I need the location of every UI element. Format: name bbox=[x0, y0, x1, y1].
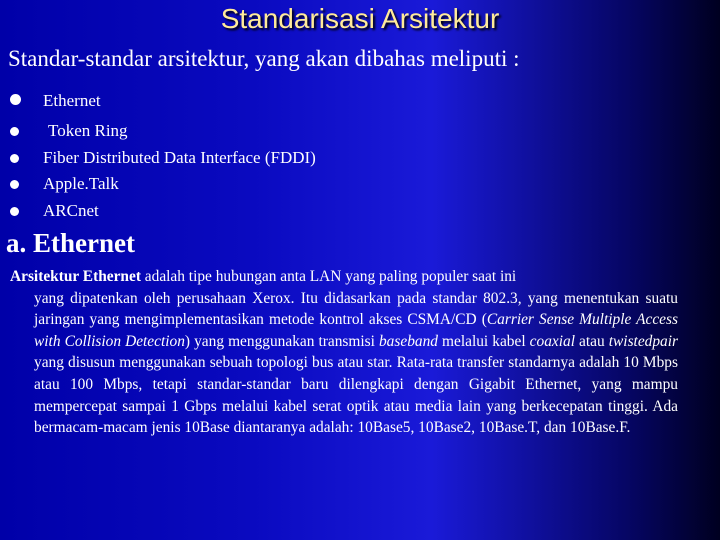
csma-definition: Carrier Sense Multiple Access with Collision Detection bbox=[34, 311, 678, 350]
paragraph-seg5: yang disusun menggunakan sebuah topologi bus atau star. Rata-rata transfer standarnya adalah 10 Mbps atau 100 Mbps, tetapi standar-standar baru dilengkapi dengan Gigabit Ethernet, yang mampu mempercepat sampai 1 Gbps melalui kabel serat optik atau media lain yang berkecepatan tinggi. Ada bermacam-macam jenis 10Base diantaranya adalah: 10Base5, 10Base2, 10Base.T, dan 10Base.F. bbox=[34, 354, 678, 437]
bullet-dot-icon bbox=[10, 180, 19, 189]
paragraph-first-line bbox=[10, 266, 678, 288]
baseband-term: baseband bbox=[378, 332, 438, 350]
paragraph-seg4: atau bbox=[574, 332, 609, 350]
bullet-dot-icon bbox=[10, 154, 19, 163]
twistedpair-term: twistedpair bbox=[608, 332, 679, 350]
bullet-dot-icon bbox=[10, 94, 21, 105]
paragraph-line1-rest: adalah tipe hubungan anta LAN yang paling populer saat ini bbox=[140, 268, 517, 285]
coaxial-term: coaxial bbox=[529, 332, 575, 350]
paragraph-seg1: yang dipatenkan oleh perusahaan Xerox. Itu didasarkan pada standar 802.3, yang menentukan suatu jaringan yang mengimplementasikan metode kontrol akses CSMA/CD ( bbox=[34, 289, 678, 329]
section-heading: a. Ethernet bbox=[6, 228, 135, 258]
paragraph-seg3: melalui kabel bbox=[437, 332, 530, 350]
list-item-label: Ethernet bbox=[43, 91, 101, 110]
list-item-label: Token Ring bbox=[48, 121, 128, 140]
bullet-dot-icon bbox=[10, 207, 19, 216]
list-item-label: Fiber Distributed Data Interface (FDDI) bbox=[43, 147, 316, 167]
list-item-label: ARCnet bbox=[43, 200, 99, 220]
bullet-dot-icon bbox=[10, 127, 19, 136]
paragraph-body bbox=[10, 288, 678, 439]
intro-text: Standar-standar arsitektur, yang akan dibahas meliputi : bbox=[8, 46, 520, 71]
slide-title: Standarisasi Arsitektur bbox=[220, 3, 500, 34]
list-item-label: Apple.Talk bbox=[43, 174, 119, 193]
paragraph-lead-bold: Arsitektur Ethernet bbox=[10, 268, 141, 285]
ethernet-paragraph bbox=[10, 266, 678, 439]
paragraph-seg2: ) yang menggunakan transmisi bbox=[184, 332, 379, 350]
